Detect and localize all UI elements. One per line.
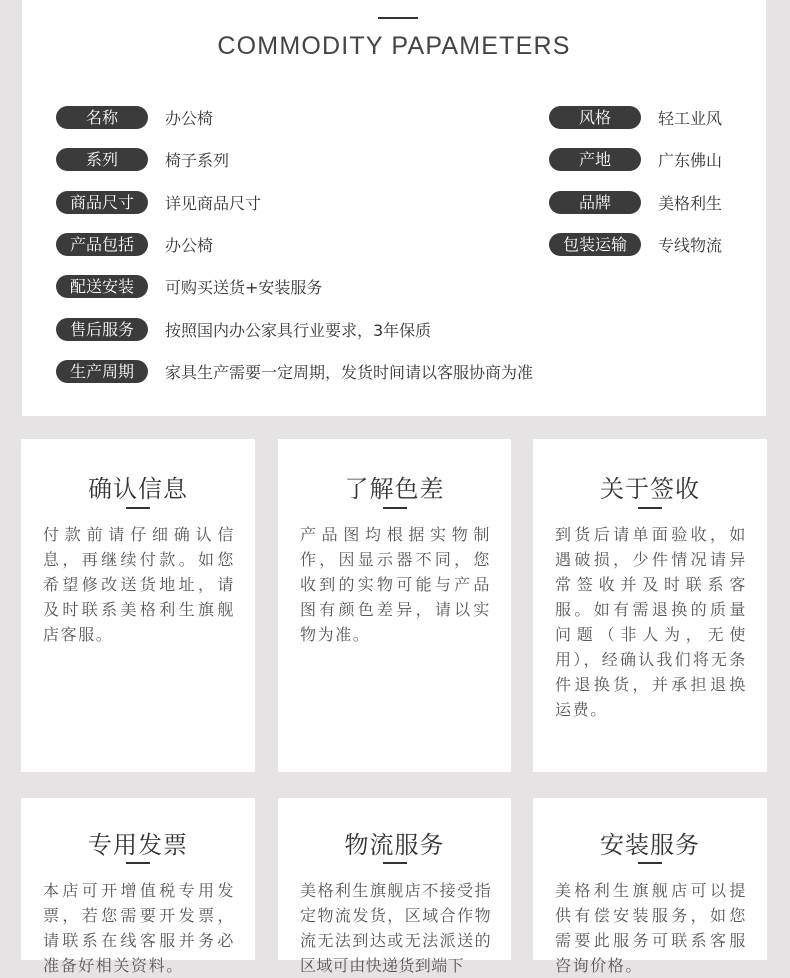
info-card-receipt [533,439,767,772]
param-value: 可购买送货+安装服务 [165,277,323,297]
param-value: 办公椅 [165,235,214,255]
info-card-installation [533,798,767,975]
card-title-rule [638,507,662,509]
param-label: 产品包括 [56,233,148,256]
parameters-title: COMMODITY PAPAMETERS [217,32,571,60]
card-title: 了解色差 [344,475,445,503]
card-body: 美格利生旗舰店不接受指定物流发货，区域合作物流无法到达或无法派送的区域可由快递货到端下 [300,881,491,975]
card-title: 安装服务 [600,831,700,859]
param-value: 美格利生 [658,193,723,213]
param-label: 风格 [549,106,641,129]
param-label: 系列 [56,148,148,171]
param-row [56,317,431,341]
card-title-rule [126,862,150,864]
card-body: 付款前请仔细确认信息，再继续付款。如您希望修改送货地址，请及时联系美格利生旗舰店客服。 [43,525,235,644]
param-row [549,147,722,171]
card-title-rule [126,507,150,509]
info-card-invoice [21,798,255,975]
param-value: 按照国内办公家具行业要求，3年保质 [165,320,432,340]
card-title-rule [638,862,662,864]
param-label: 配送安装 [56,275,148,298]
param-value: 广东佛山 [658,150,723,170]
param-row [56,359,533,383]
param-row [549,105,722,129]
param-value: 专线物流 [658,235,723,255]
param-row [56,274,322,298]
param-label: 名称 [56,106,148,129]
param-row [56,105,213,129]
card-title: 专用发票 [88,831,188,859]
card-title-rule [383,507,407,509]
param-row [549,232,722,256]
card-body: 美格利生旗舰店可以提供有偿安装服务，如您需要此服务可联系客服咨询价格。 [555,881,747,975]
card-title-rule [383,862,407,864]
info-card-color [278,439,511,772]
param-label: 包装运输 [549,233,641,256]
info-card-logistics [278,798,511,975]
param-label: 商品尺寸 [56,191,148,214]
card-title: 物流服务 [344,831,445,859]
param-row [549,190,722,214]
param-row [56,147,229,171]
param-value: 详见商品尺寸 [165,193,262,213]
card-body: 产品图均根据实物制作，因显示器不同，您收到的实物可能与产品图有颜色差异，请以实物为准。 [300,525,491,644]
param-label: 生产周期 [56,360,148,383]
info-card-confirm [21,439,255,772]
param-value: 椅子系列 [165,150,230,170]
param-value: 办公椅 [165,108,214,128]
card-title: 关于签收 [600,475,700,503]
title-rule [378,17,418,19]
param-row [56,190,261,214]
card-title: 确认信息 [88,475,188,503]
card-body: 到货后请单面验收，如遇破损，少件情况请异常签收并及时联系客服。如有需退换的质量问题（非人为，无使用），经确认我们将无条件退换货，并承担退换运费。 [555,525,747,719]
param-value: 家具生产需要一定周期，发货时间请以客服协商为准 [165,362,534,382]
commodity-parameters-panel [22,0,766,416]
param-label: 品牌 [549,191,641,214]
param-label: 售后服务 [56,318,148,341]
param-label: 产地 [549,148,641,171]
param-row [56,232,213,256]
param-value: 轻工业风 [658,108,723,128]
card-body: 本店可开增值税专用发票，若您需要开发票，请联系在线客服并务必准备好相关资料。 [43,881,235,975]
